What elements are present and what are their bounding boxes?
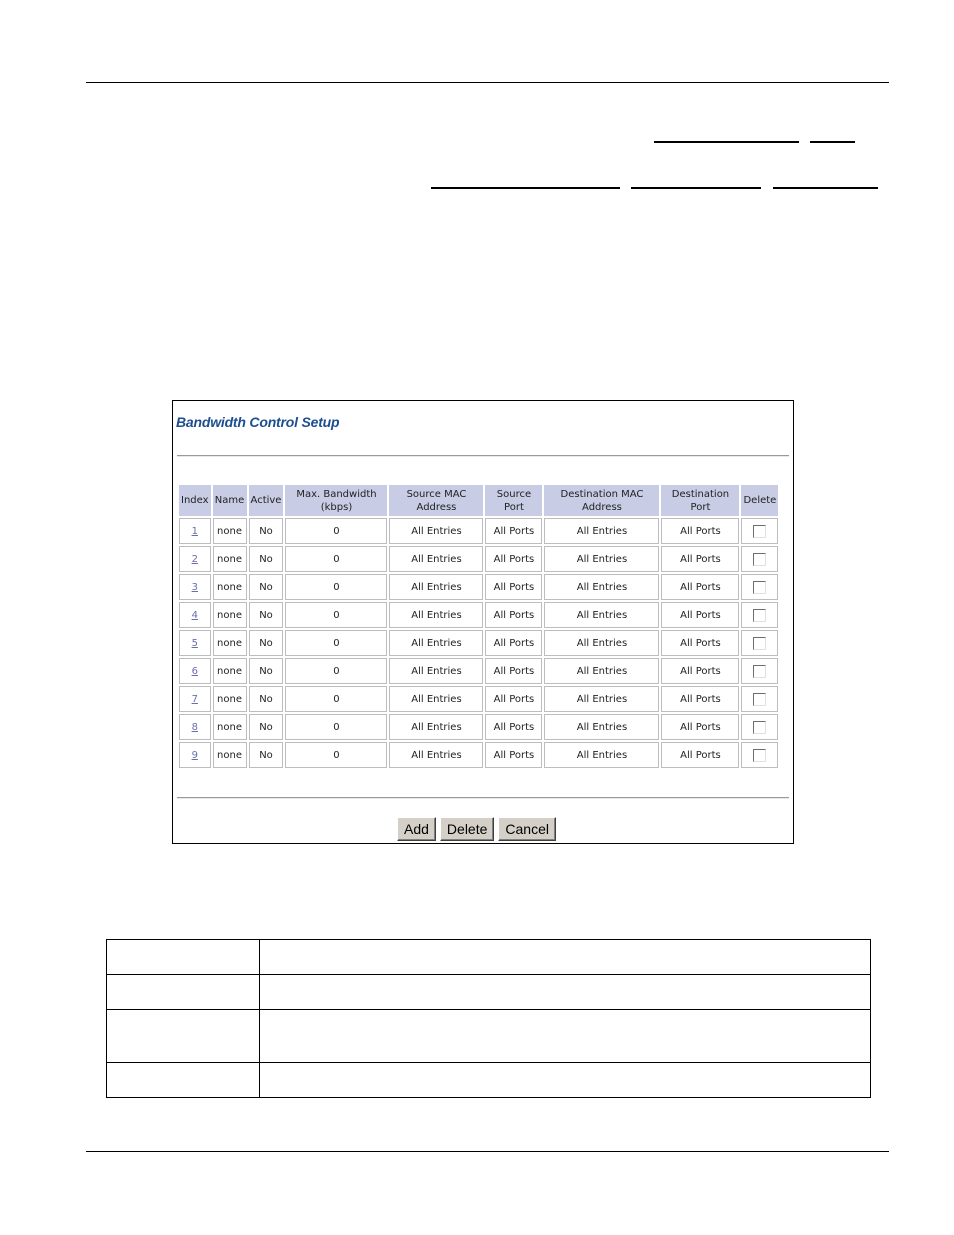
active-cell: No	[249, 546, 284, 572]
index-link[interactable]: 1	[191, 525, 198, 537]
col-name: Name	[213, 485, 247, 516]
index-link[interactable]: 6	[191, 665, 198, 677]
delete-checkbox[interactable]	[753, 609, 766, 622]
destination-mac-cell: All Entries	[544, 686, 659, 712]
col-max-bandwidth: Max. Bandwidth (kbps)	[285, 485, 387, 516]
table-row	[179, 630, 778, 656]
destination-port-cell: All Ports	[661, 686, 739, 712]
destination-mac-cell: All Entries	[544, 518, 659, 544]
index-link[interactable]: 4	[191, 609, 198, 621]
destination-port-cell: All Ports	[661, 658, 739, 684]
name-cell: none	[213, 630, 247, 656]
source-mac-cell: All Entries	[389, 574, 483, 600]
source-port-cell: All Ports	[485, 686, 542, 712]
underline-mark	[810, 141, 855, 143]
name-cell: none	[213, 686, 247, 712]
destination-mac-cell: All Entries	[544, 630, 659, 656]
source-port-cell: All Ports	[485, 714, 542, 740]
bandwidth-cell: 0	[285, 686, 387, 712]
index-cell	[179, 518, 211, 544]
index-link[interactable]: 3	[191, 581, 198, 593]
destination-port-cell: All Ports	[661, 518, 739, 544]
delete-cell	[741, 742, 778, 768]
delete-cell	[741, 518, 778, 544]
cancel-button[interactable]: Cancel	[498, 817, 556, 841]
bandwidth-cell: 0	[285, 714, 387, 740]
index-link[interactable]: 9	[191, 749, 198, 761]
divider	[177, 455, 789, 457]
source-mac-cell: All Entries	[389, 714, 483, 740]
destination-mac-cell: All Entries	[544, 742, 659, 768]
bandwidth-control-screenshot	[172, 400, 794, 844]
table-cell	[107, 940, 260, 975]
destination-mac-cell: All Entries	[544, 658, 659, 684]
delete-checkbox[interactable]	[753, 553, 766, 566]
source-mac-cell: All Entries	[389, 658, 483, 684]
destination-mac-cell: All Entries	[544, 714, 659, 740]
col-source-port: Source Port	[485, 485, 542, 516]
index-cell	[179, 574, 211, 600]
button-row	[397, 817, 556, 841]
delete-checkbox[interactable]	[753, 749, 766, 762]
underline-mark	[431, 187, 620, 189]
table-row	[179, 714, 778, 740]
index-cell	[179, 546, 211, 572]
table-row	[107, 1063, 871, 1098]
delete-checkbox[interactable]	[753, 721, 766, 734]
delete-checkbox[interactable]	[753, 693, 766, 706]
add-button[interactable]: Add	[397, 817, 436, 841]
col-destination-port: Destination Port	[661, 485, 739, 516]
active-cell: No	[249, 630, 284, 656]
table-row	[107, 1010, 871, 1063]
table-row	[179, 686, 778, 712]
underline-mark	[773, 187, 878, 189]
index-link[interactable]: 5	[191, 637, 198, 649]
delete-checkbox[interactable]	[753, 581, 766, 594]
table-cell	[107, 975, 260, 1010]
delete-cell	[741, 686, 778, 712]
table-header-row	[179, 485, 778, 516]
index-cell	[179, 602, 211, 628]
delete-cell	[741, 630, 778, 656]
delete-cell	[741, 546, 778, 572]
source-mac-cell: All Entries	[389, 630, 483, 656]
col-delete: Delete	[741, 485, 778, 516]
index-cell	[179, 714, 211, 740]
source-mac-cell: All Entries	[389, 602, 483, 628]
name-cell: none	[213, 658, 247, 684]
table-row	[107, 975, 871, 1010]
active-cell: No	[249, 574, 284, 600]
active-cell: No	[249, 518, 284, 544]
destination-mac-cell: All Entries	[544, 574, 659, 600]
col-index: Index	[179, 485, 211, 516]
index-cell	[179, 686, 211, 712]
bandwidth-cell: 0	[285, 742, 387, 768]
page-top-rule	[86, 82, 889, 83]
delete-checkbox[interactable]	[753, 665, 766, 678]
bandwidth-cell: 0	[285, 546, 387, 572]
active-cell: No	[249, 742, 284, 768]
col-active: Active	[249, 485, 284, 516]
divider	[177, 797, 789, 799]
destination-port-cell: All Ports	[661, 574, 739, 600]
source-port-cell: All Ports	[485, 742, 542, 768]
index-cell	[179, 742, 211, 768]
table-body	[179, 518, 778, 768]
source-port-cell: All Ports	[485, 546, 542, 572]
source-port-cell: All Ports	[485, 658, 542, 684]
index-link[interactable]: 8	[191, 721, 198, 733]
table-cell	[107, 1063, 260, 1098]
page-bottom-rule	[86, 1151, 889, 1152]
name-cell: none	[213, 518, 247, 544]
underline-mark	[631, 187, 761, 189]
table-row	[179, 546, 778, 572]
bandwidth-cell: 0	[285, 518, 387, 544]
name-cell: none	[213, 546, 247, 572]
underline-mark	[654, 141, 799, 143]
destination-port-cell: All Ports	[661, 602, 739, 628]
table-cell	[260, 1010, 871, 1063]
source-mac-cell: All Entries	[389, 742, 483, 768]
bandwidth-cell: 0	[285, 630, 387, 656]
delete-button[interactable]: Delete	[440, 817, 494, 841]
delete-cell	[741, 574, 778, 600]
name-cell: none	[213, 574, 247, 600]
delete-cell	[741, 602, 778, 628]
delete-cell	[741, 658, 778, 684]
name-cell: none	[213, 714, 247, 740]
active-cell: No	[249, 602, 284, 628]
table-row	[179, 658, 778, 684]
destination-port-cell: All Ports	[661, 714, 739, 740]
active-cell: No	[249, 686, 284, 712]
name-cell: none	[213, 602, 247, 628]
index-cell	[179, 630, 211, 656]
destination-mac-cell: All Entries	[544, 546, 659, 572]
table-row	[179, 518, 778, 544]
destination-mac-cell: All Entries	[544, 602, 659, 628]
index-cell	[179, 658, 211, 684]
bandwidth-cell: 0	[285, 658, 387, 684]
table-row	[107, 940, 871, 975]
source-port-cell: All Ports	[485, 574, 542, 600]
table-cell	[260, 940, 871, 975]
table-row	[179, 574, 778, 600]
col-destination-mac: Destination MAC Address	[544, 485, 659, 516]
description-table	[106, 939, 871, 1098]
col-source-mac: Source MAC Address	[389, 485, 483, 516]
index-link[interactable]: 7	[191, 693, 198, 705]
active-cell: No	[249, 714, 284, 740]
delete-cell	[741, 714, 778, 740]
index-link[interactable]: 2	[191, 553, 198, 565]
table-cell	[107, 1010, 260, 1063]
source-port-cell: All Ports	[485, 518, 542, 544]
screen-title: Bandwidth Control Setup	[176, 414, 340, 430]
bandwidth-table	[177, 483, 780, 770]
destination-port-cell: All Ports	[661, 546, 739, 572]
table-cell	[260, 975, 871, 1010]
active-cell: No	[249, 658, 284, 684]
destination-port-cell: All Ports	[661, 630, 739, 656]
source-mac-cell: All Entries	[389, 518, 483, 544]
name-cell: none	[213, 742, 247, 768]
table-row	[179, 602, 778, 628]
table-cell	[260, 1063, 871, 1098]
delete-checkbox[interactable]	[753, 637, 766, 650]
source-port-cell: All Ports	[485, 602, 542, 628]
source-mac-cell: All Entries	[389, 546, 483, 572]
delete-checkbox[interactable]	[753, 525, 766, 538]
source-mac-cell: All Entries	[389, 686, 483, 712]
bandwidth-cell: 0	[285, 602, 387, 628]
source-port-cell: All Ports	[485, 630, 542, 656]
destination-port-cell: All Ports	[661, 742, 739, 768]
bandwidth-cell: 0	[285, 574, 387, 600]
table-row	[179, 742, 778, 768]
